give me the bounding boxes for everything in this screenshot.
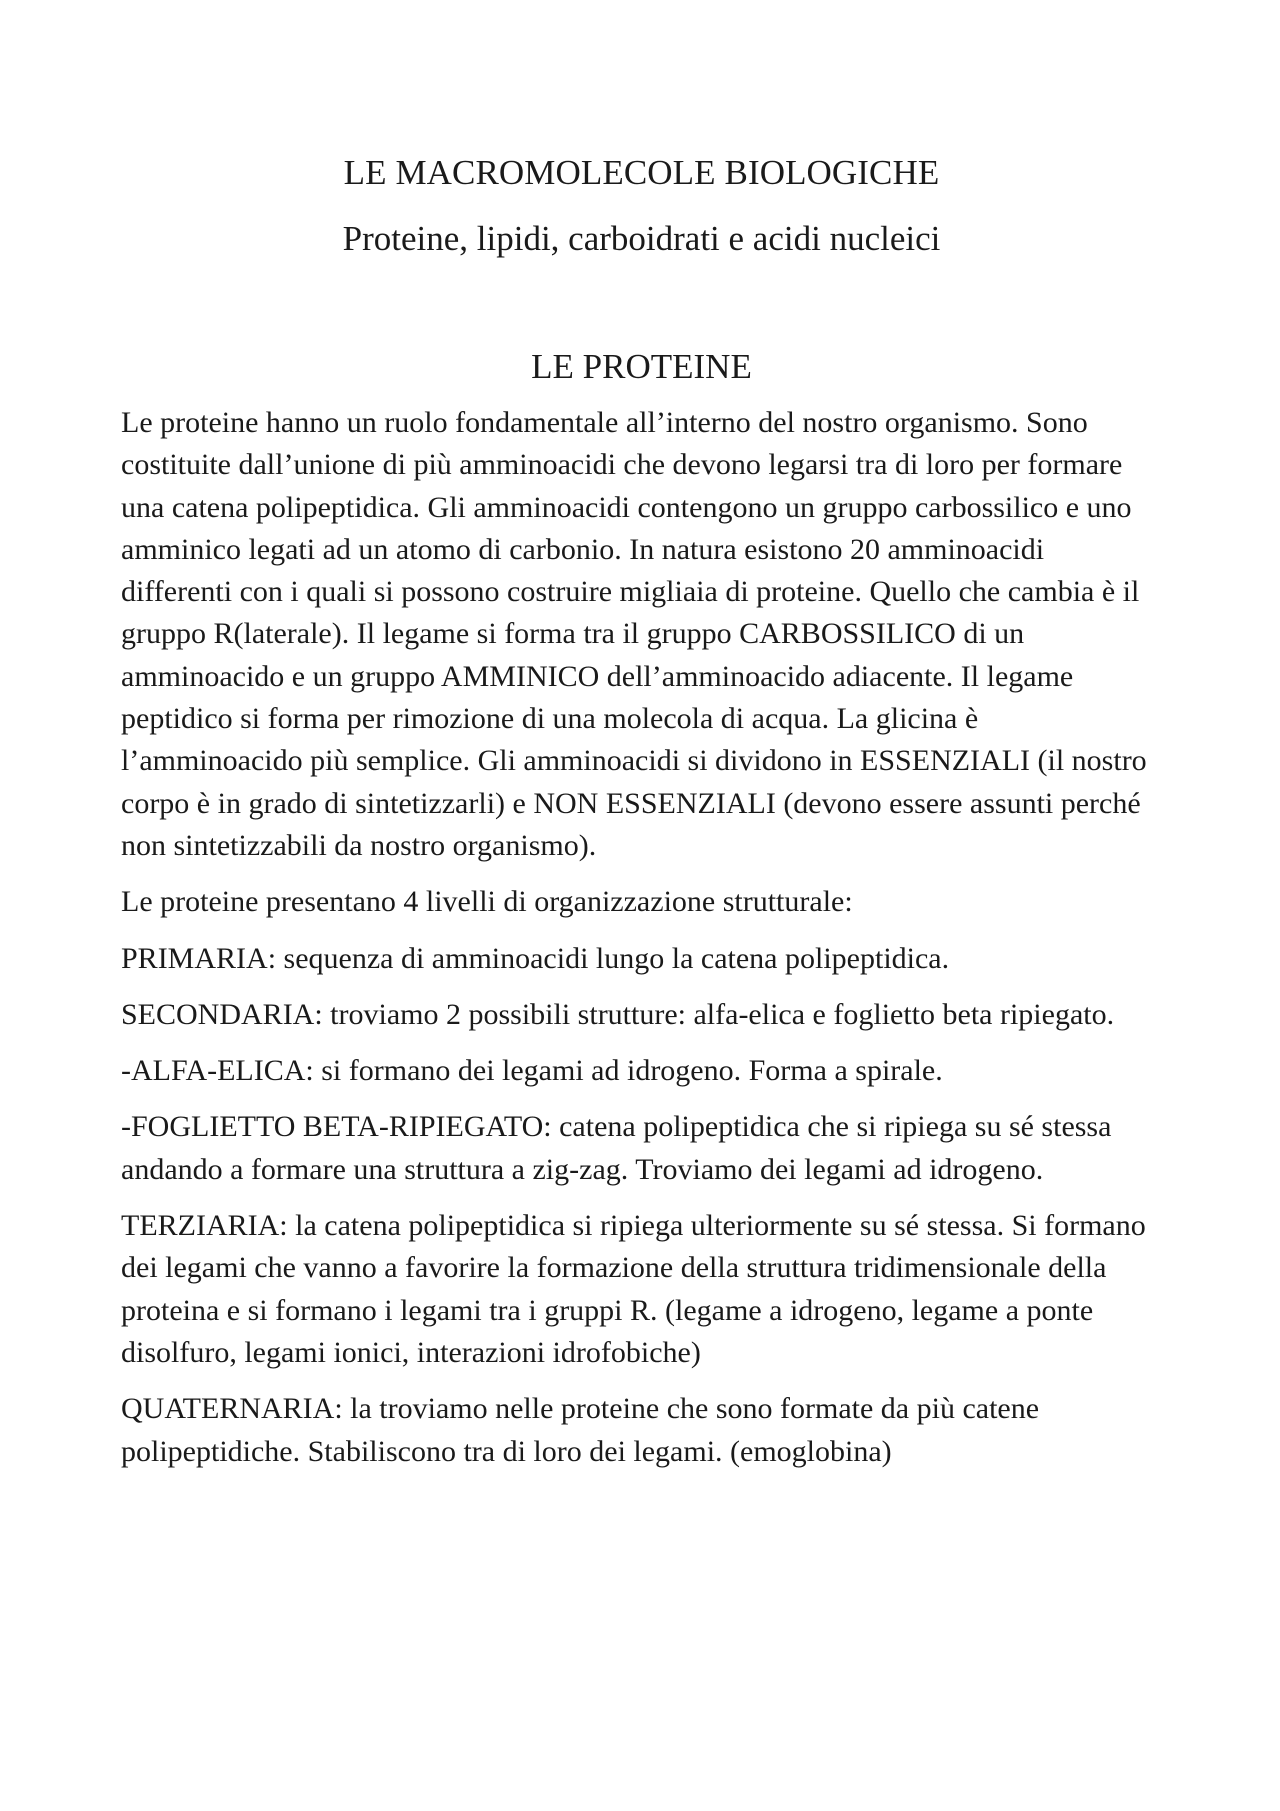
paragraph-primaria: PRIMARIA: sequenza di amminoacidi lungo la catena polipeptidica. <box>121 941 950 975</box>
paragraph-quaternaria: QUATERNARIA: la troviamo nelle proteine che sono formate da più catene polipeptidiche. Stabiliscono tra di loro dei legami. (emoglobina) <box>121 1392 1040 1468</box>
paragraph-terziaria: TERZIARIA: la catena polipeptidica si ripiega ulteriormente su sé stessa. Si formano dei legami che vanno a favorire la formazione della struttura tridimensionale della proteina e si formano i legami tra i gruppi R. (legame a idrogeno, legame a ponte disolfuro, legami ionici, interazioni idrofobiche) <box>121 1209 1146 1369</box>
document-title: LE MACROMOLECOLE BIOLOGICHE <box>343 153 940 192</box>
paragraph-intro: Le proteine hanno un ruolo fondamentale all’interno del nostro organismo. Sono costituite dall’unione di più amminoacidi che devono legarsi tra di loro per formare una catena polipeptidica. Gli amminoacidi contengono un gruppo carbossilico e uno amminico legati ad un atomo di carbonio. In natura esistono 20 amminoacidi differenti con i quali si possono costruire migliaia di proteine. Quello che cambia è il gruppo R(laterale). Il legame si forma tra il gruppo CARBOSSILICO di un amminoacido e un gruppo AMMINICO dell’amminoacido adiacente. Il legame peptidico si forma per rimozione di una molecola di acqua. La glicina è l’amminoacido più semplice. Gli amminoacidi si dividono in ESSENZIALI (il nostro corpo è in grado di sintetizzarli) e NON ESSENZIALI (devono essere assunti perché non sintetizzabili da nostro organismo). <box>121 406 1147 862</box>
paragraph-levels: Le proteine presentano 4 livelli di organizzazione strutturale: <box>121 885 853 919</box>
document-subtitle: Proteine, lipidi, carboidrati e acidi nucleici <box>342 219 941 258</box>
paragraph-secondaria: SECONDARIA: troviamo 2 possibili strutture: alfa-elica e foglietto beta ripiegato. <box>121 997 1115 1031</box>
section-title: LE PROTEINE <box>531 347 752 386</box>
paragraph-foglietto-beta: -FOGLIETTO BETA-RIPIEGATO: catena polipeptidica che si ripiega su sé stessa andando a formare una struttura a zig-zag. Troviamo dei legami ad idrogeno. <box>121 1110 1112 1186</box>
paragraph-alfa-elica: -ALFA-ELICA: si formano dei legami ad idrogeno. Forma a spirale. <box>121 1054 943 1088</box>
